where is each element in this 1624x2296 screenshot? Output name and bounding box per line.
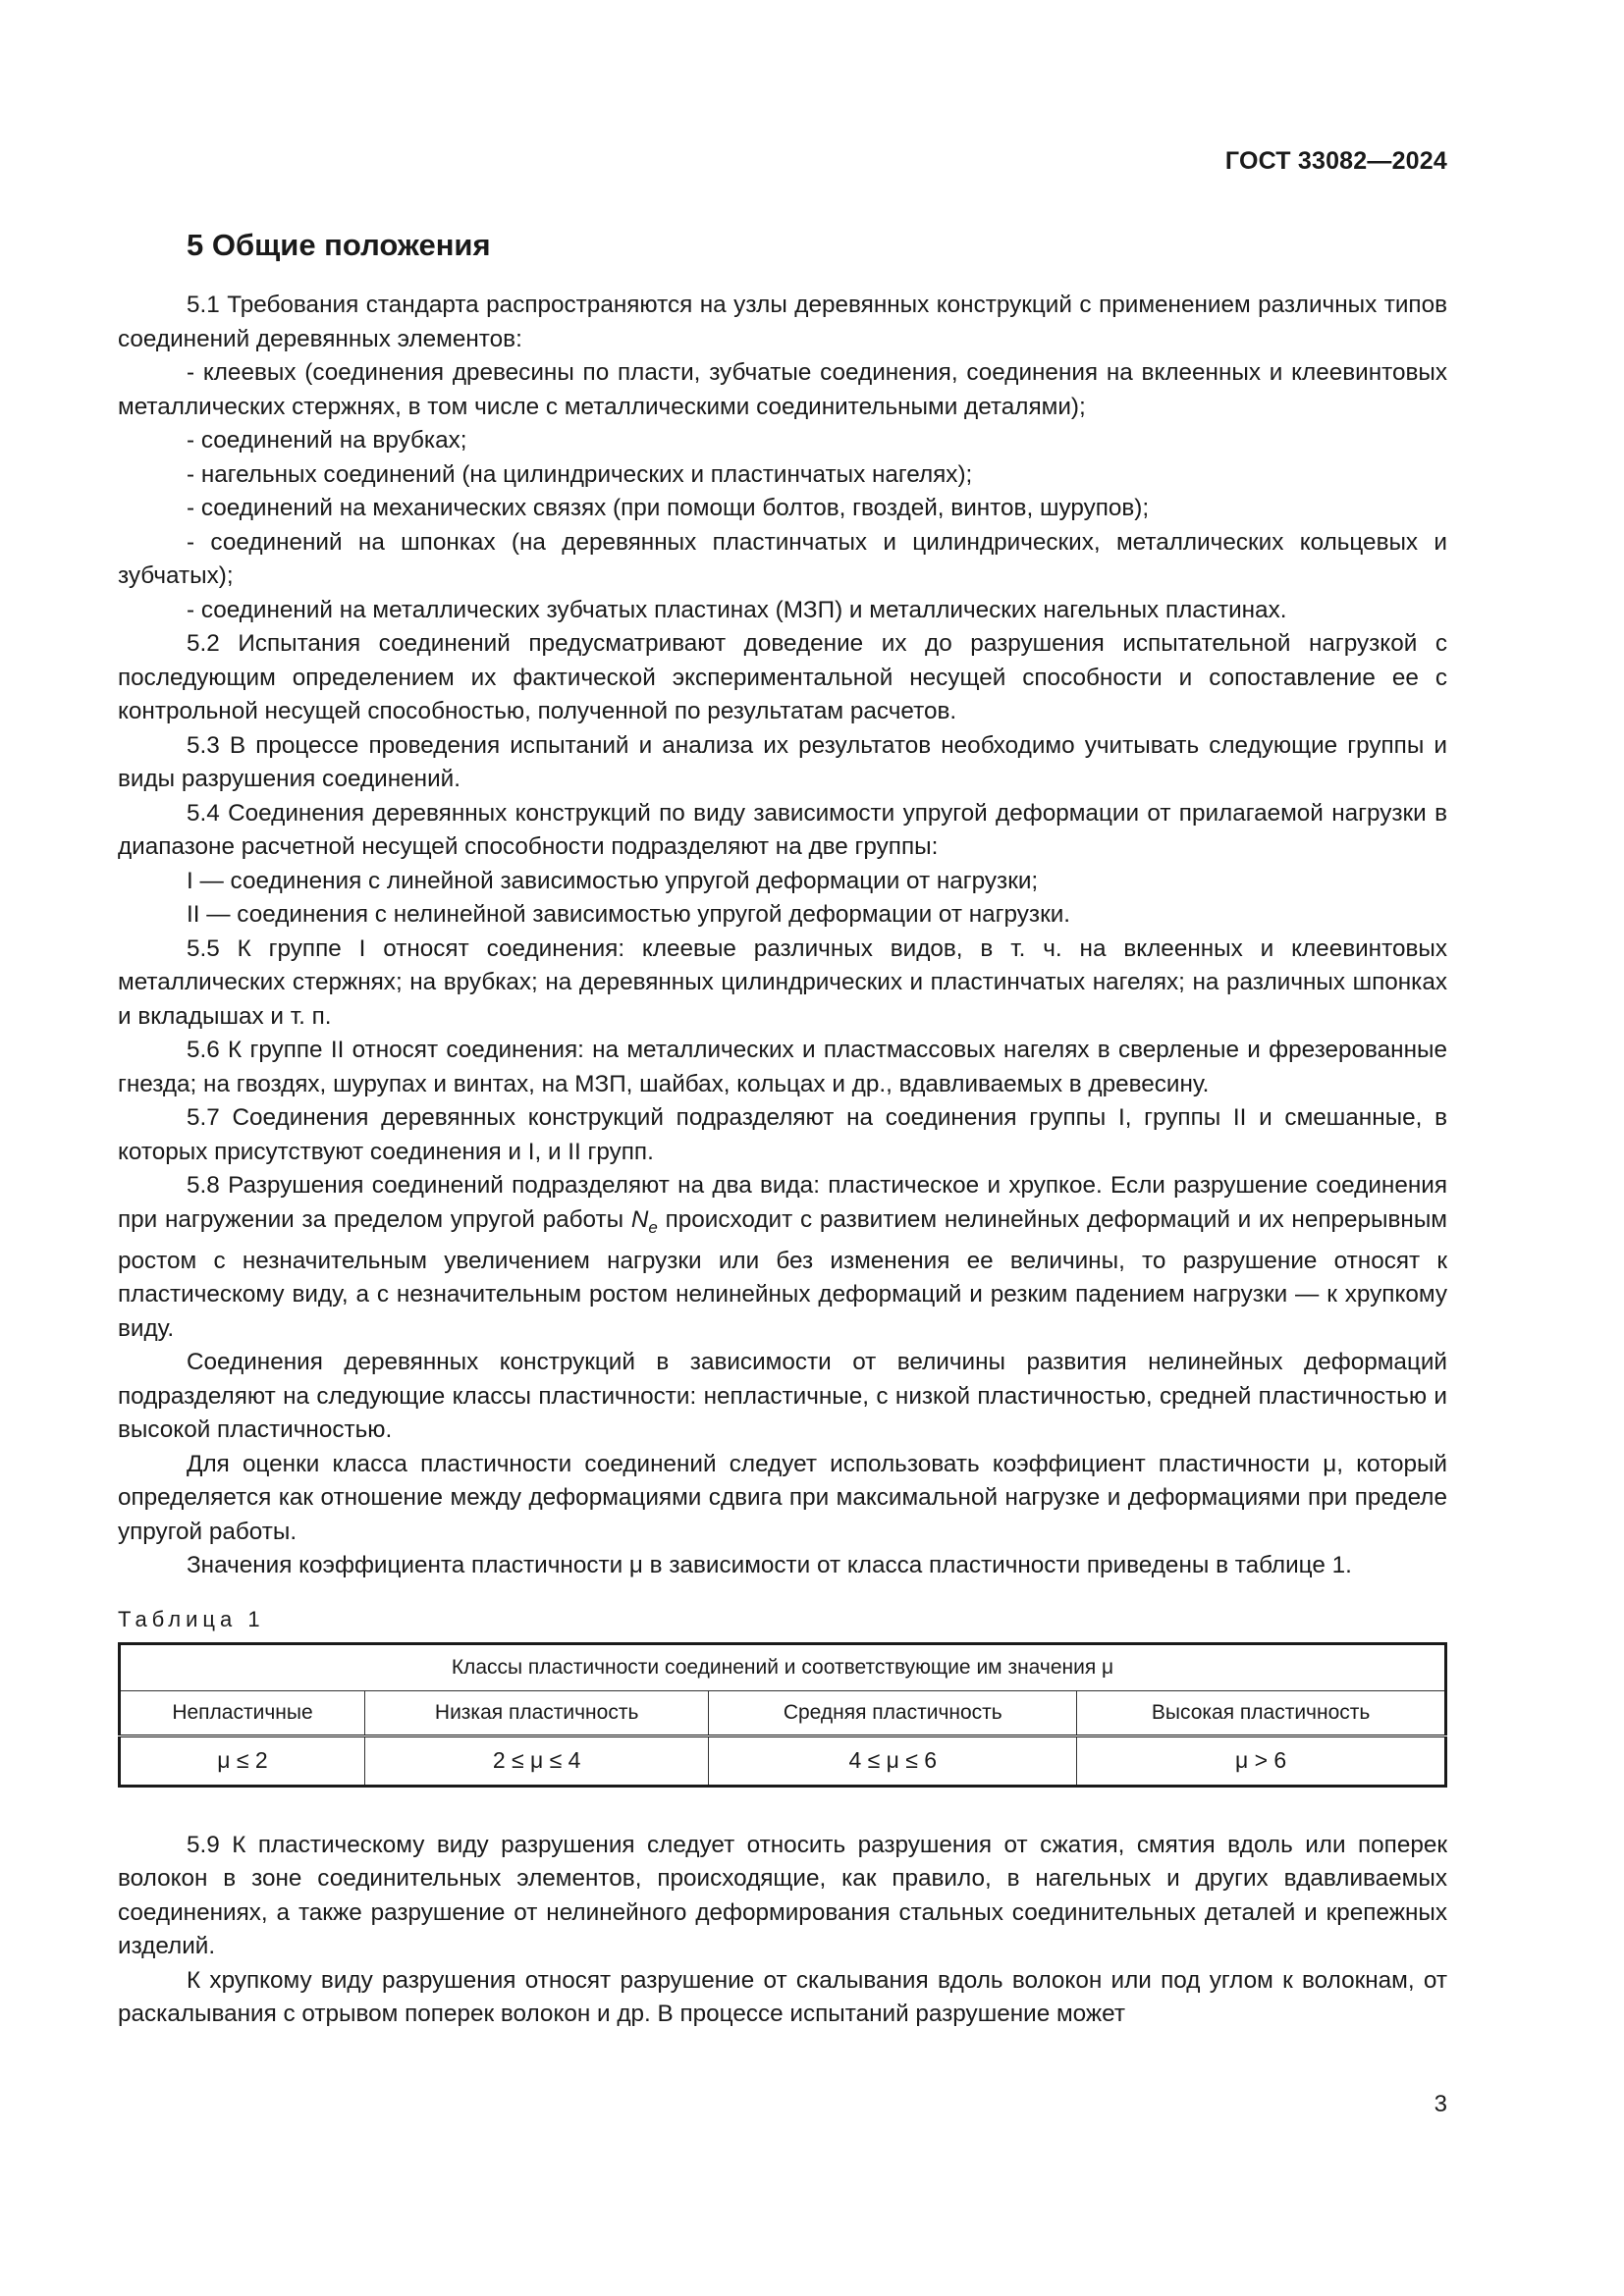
document-body: [118, 224, 1447, 2032]
elastic-limit-subscript: e: [648, 1217, 658, 1237]
table-cell: 2 ≤ μ ≤ 4: [364, 1735, 708, 1786]
paragraph-5-8-part-a: 5.8 Разрушения соединений подразделяют на два вида: пластическое и хрупкое. Если разрушение соединения при нагружении за пределом упругой работы: [118, 1172, 1447, 1233]
list-item: - нагельных соединений (на цилиндрических и пластинчатых нагелях);: [187, 460, 973, 488]
paragraph-plasticity-coefficient: Для оценки класса пластичности соединений следует использовать коэффициент пластичности μ, который определяется как отношение между деформациями сдвига при максимальной нагрузке и деформациями при пределе упругой работы.: [118, 1450, 1447, 1545]
table-column-header: Высокая пластичность: [1077, 1690, 1446, 1735]
elastic-limit-letter: N: [630, 1205, 649, 1233]
table-column-header: Непластичные: [120, 1690, 365, 1735]
table-caption: Таблица 1: [118, 1606, 265, 1631]
document-code: ГОСТ 33082—2024: [1224, 147, 1447, 175]
table-cell: 4 ≤ μ ≤ 6: [709, 1735, 1077, 1786]
paragraph-5-3: 5.3 В процессе проведения испытаний и анализа их результатов необходимо учитывать следующие группы и виды разрушения соединений.: [118, 731, 1447, 792]
paragraph-plasticity-classes: Соединения деревянных конструкций в зависимости от величины развития нелинейных деформаций подразделяют на следующие классы пластичности: непластичные, с низкой пластичностью, средней пластичностью и высокой пластичностью.: [118, 1349, 1447, 1444]
paragraph-brittle-failure: К хрупкому виду разрушения относят разрушение от скалывания вдоль волокон или под углом к волокнам, от раскалывания с отрывом поперек волокон и др. В процессе испытаний разрушение может: [118, 1966, 1447, 2028]
paragraph-5-5: 5.5 К группе I относят соединения: клеевые различных видов, в т. ч. на вклеенных и клеевинтовых металлических стержнях; на врубках; на деревянных цилиндрических и пластинчатых нагелях; на различных шпонках и вкладышах и т. п.: [118, 934, 1447, 1030]
paragraph-5-8-part-b: происходит с развитием нелинейных деформаций и их непрерывным ростом с незначительным увеличением нагрузки или без изменения ее величины, то разрушение относят к пластическому виду, а с незначительным ростом нелинейных деформаций и резким падением нагрузки — к хрупкому виду.: [118, 1205, 1447, 1342]
paragraph-5-8: [118, 1169, 1447, 1346]
list-item: - соединений на металлических зубчатых пластинах (МЗП) и металлических нагельных пластинах.: [187, 596, 1287, 623]
table-cell: μ ≤ 2: [120, 1735, 365, 1786]
plasticity-table: [118, 1642, 1447, 1788]
elastic-limit-symbol: [630, 1205, 658, 1237]
paragraph-coefficient-values: Значения коэффициента пластичности μ в зависимости от класса пластичности приведены в таблице 1.: [187, 1552, 1352, 1579]
table-column-header: Низкая пластичность: [364, 1690, 708, 1735]
list-item: - соединений на механических связях (при помощи болтов, гвоздей, винтов, шурупов);: [187, 495, 1150, 521]
list-item: - клеевых (соединения древесины по пласти, зубчатые соединения, соединения на вклеенных и клеевинтовых металлических стержнях, в том числе с металлическими соединительными деталями);: [118, 359, 1447, 420]
paragraph-5-2: 5.2 Испытания соединений предусматривают доведение их до разрушения испытательной нагрузкой с последующим определением их фактической экспериментальной несущей способности и сопоставление ее с контрольной несущей способностью, полученной по результатам расчетов.: [118, 630, 1447, 724]
paragraph-5-9: 5.9 К пластическому виду разрушения следует относить разрушения от сжатия, смятия вдоль или поперек волокон в зоне соединительных элементов, происходящие, как правило, в нагельных и других вдавливаемых соединениях, а также разрушение от нелинейного деформирования стальных соединительных деталей и крепежных изделий.: [118, 1831, 1447, 1960]
section-title: 5 Общие положения: [187, 228, 491, 262]
group-2-definition: II — соединения с нелинейной зависимостью упругой деформации от нагрузки.: [187, 901, 1071, 928]
table-column-header: Средняя пластичность: [709, 1690, 1077, 1735]
paragraph-5-1: 5.1 Требования стандарта распространяются на узлы деревянных конструкций с применением различных типов соединений деревянных элементов:: [118, 292, 1447, 352]
table-cell: μ > 6: [1077, 1735, 1446, 1786]
paragraph-5-7: 5.7 Соединения деревянных конструкций подразделяют на соединения группы I, группы II и смешанные, в которых присутствуют соединения и I, и II групп.: [118, 1104, 1447, 1165]
paragraph-5-6: 5.6 К группе II относят соединения: на металлических и пластмассовых нагелях в сверленые и фрезерованные гнезда; на гвоздях, шурупах и винтах, на МЗП, шайбах, кольцах и др., вдавливаемых в древесину.: [118, 1037, 1447, 1097]
paragraph-5-4: 5.4 Соединения деревянных конструкций по виду зависимости упругой деформации от прилагаемой нагрузки в диапазоне расчетной несущей способности подразделяют на две группы:: [118, 799, 1447, 860]
list-item: - соединений на врубках;: [187, 427, 467, 454]
group-1-definition: I — соединения с линейной зависимостью упругой деформации от нагрузки;: [187, 867, 1039, 894]
page-number: 3: [1434, 2091, 1447, 2117]
list-item: - соединений на шпонках (на деревянных пластинчатых и цилиндрических, металлических кольцевых и зубчатых);: [118, 528, 1447, 589]
table-header: Классы пластичности соединений и соответствующие им значения μ: [120, 1643, 1446, 1690]
